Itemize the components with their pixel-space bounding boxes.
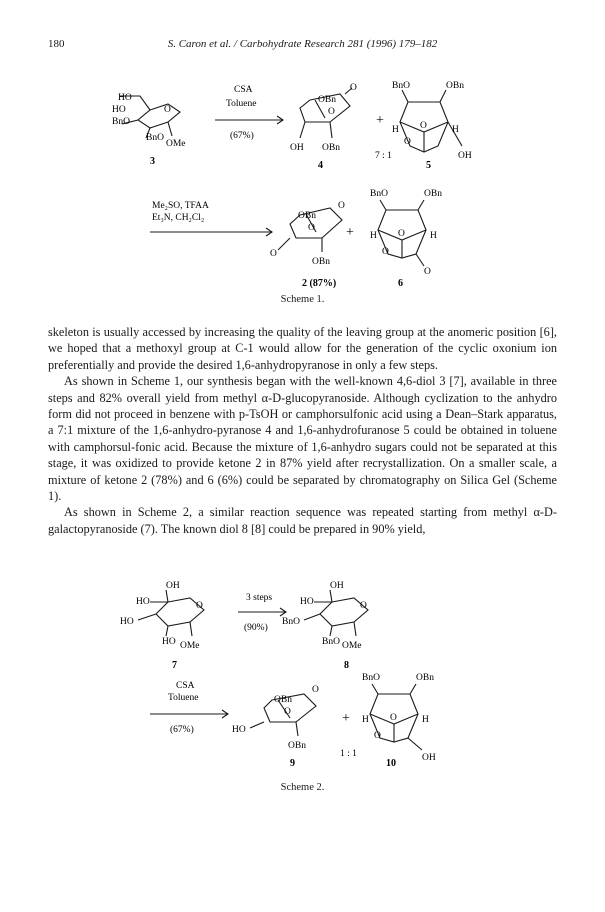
s1-c5-bno: BnO — [392, 81, 410, 91]
paragraph-3: As shown in Scheme 2, a similar reaction sequence was repeated starting from methyl α-D-galactopyranoside (7). The known diol 8 [8] could be prepared in 90% yield, — [48, 505, 557, 536]
s1-c4-obn: OBn — [318, 95, 336, 105]
s1-reagent-toluene: Toluene — [226, 99, 257, 109]
s2-c10-bno: BnO — [362, 673, 380, 683]
s1-compound-2: 2 (87%) — [302, 278, 337, 289]
s1-c4-obn-2: OBn — [322, 143, 340, 153]
s2-c8-ho: HO — [300, 597, 314, 607]
s1-c2-ring-o: O — [338, 201, 345, 211]
s1-c2-obn-2: OBn — [312, 257, 330, 267]
s2-ratio: 1 : 1 — [340, 749, 357, 759]
s1-c5-ring-o: O — [404, 137, 411, 147]
page-header — [48, 38, 557, 54]
s1-c4-ring-o: O — [350, 83, 357, 93]
s1-compound-4: 4 — [318, 160, 323, 171]
s1-c6-keto-o: O — [424, 267, 431, 277]
scheme-2 — [0, 572, 605, 822]
s2-plus: + — [342, 711, 350, 726]
s1-reagent-csa: CSA — [234, 85, 253, 95]
s1-yield-top: (67%) — [230, 131, 254, 141]
s1-c3-ome: OMe — [166, 139, 186, 149]
body-text — [48, 324, 557, 537]
s1-c3-ho-mid: HO — [112, 105, 126, 115]
s2-yield: (67%) — [170, 725, 194, 735]
s2-c9-obn: OBn — [274, 695, 292, 705]
s1-plus-bottom: + — [346, 225, 354, 240]
s2-compound-10: 10 — [386, 758, 396, 769]
s2-compound-7: 7 — [172, 660, 177, 671]
s2-c9-ho: HO — [232, 725, 246, 735]
s2-c10-bridge-o: O — [390, 713, 397, 723]
s1-c6-h-left: H — [370, 231, 377, 241]
s2-reagent-toluene: Toluene — [168, 693, 199, 703]
s2-c10-h-left: H — [362, 715, 369, 725]
s1-compound-5: 5 — [426, 160, 431, 171]
s1-c6-bno: BnO — [370, 189, 388, 199]
s2-c7-ho-mid: HO — [120, 617, 134, 627]
s1-reagent-et3n: Et₃N, CH₂Cl₂ — [152, 213, 205, 223]
paragraph-2: As shown in Scheme 1, our synthesis began with the well-known 4,6-diol 3 [7], available in three steps and 82% overall yield from methyl α-D-glucopyranoside. Although cyclization to the anhydro form did not proceed in benzene with p-TsOH or camphorsulfonic acid using a Dean–Stark apparatus, a 7:1 mixture of the 1,6-anhydro-pyranose 4 and 1,6-anhydrofuranose 5 could be obtained in toluene with camphorsul-fonic acid. Because the mixture of 1,6-anhydro sugars could not be separated at this stage, it was oxidized to provide ketone 2 in 87% yield after recrystallization. On a smaller scale, a mixture of ketone 2 (78%) and 6 (6%) could be separated by chromatography on Silica Gel (Scheme 1). — [48, 374, 557, 504]
s2-compound-9: 9 — [290, 758, 295, 769]
s1-c3-bno: BnO — [112, 117, 130, 127]
s1-c5-h-right: H — [452, 125, 459, 135]
s1-c4-bridge-o: O — [328, 107, 335, 117]
s1-c2-obn: OBn — [298, 211, 316, 221]
s1-compound-6: 6 — [398, 278, 403, 289]
scheme-1-drawing — [0, 60, 605, 310]
s1-c3-ring-o: O — [164, 105, 171, 115]
s2-yield-steps: (90%) — [244, 623, 268, 633]
s2-c10-ring-o: O — [374, 731, 381, 741]
s1-ratio: 7 : 1 — [375, 151, 392, 161]
s2-c7-ome: OMe — [180, 641, 200, 651]
s1-c4-oh: OH — [290, 143, 304, 153]
s1-c6-h-right: H — [430, 231, 437, 241]
running-head: S. Caron et al. / Carbohydrate Research 281 (1996) 179–182 — [167, 38, 438, 50]
s1-c6-obn: OBn — [424, 189, 442, 199]
s2-c8-ring-o: O — [360, 601, 367, 611]
s2-c8-ome: OMe — [342, 641, 362, 651]
s1-c3-bno-2: BnO — [146, 133, 164, 143]
s2-c8-bno: BnO — [282, 617, 300, 627]
s2-c7-oh: OH — [166, 581, 180, 591]
s2-c7-ho-bot: HO — [162, 637, 176, 647]
s2-reagent-csa: CSA — [176, 681, 195, 691]
s2-c9-ring-o: O — [312, 685, 319, 695]
s1-c5-obn: OBn — [446, 81, 464, 91]
s1-c2-keto-o: O — [270, 249, 277, 259]
s2-c8-bno-2: BnO — [322, 637, 340, 647]
s2-steps: 3 steps — [246, 593, 273, 603]
s2-c10-oh: OH — [422, 753, 436, 763]
s1-c3-ho-top: HO — [118, 93, 132, 103]
s1-c6-bridge-o: O — [398, 229, 405, 239]
s2-c8-oh: OH — [330, 581, 344, 591]
s2-c9-bridge-o: O — [284, 707, 291, 717]
s1-compound-3: 3 — [150, 156, 155, 167]
s2-c10-obn: OBn — [416, 673, 434, 683]
scheme-2-caption: Scheme 2. — [280, 782, 325, 793]
s2-c9-obn-2: OBn — [288, 741, 306, 751]
s2-compound-8: 8 — [344, 660, 349, 671]
s1-c5-h-left: H — [392, 125, 399, 135]
s1-c6-ring-o: O — [382, 247, 389, 257]
scheme-1-caption: Scheme 1. — [280, 294, 325, 305]
page-number: 180 — [48, 38, 65, 50]
s1-c5-bridge-o: O — [420, 121, 427, 131]
s1-c2-bridge-o: O — [308, 223, 315, 233]
s1-reagent-me2so: Me₂SO, TFAA — [152, 201, 209, 211]
s1-plus-top: + — [376, 113, 384, 128]
s2-c7-ring-o: O — [196, 601, 203, 611]
paragraph-1: skeleton is usually accessed by increasing the quality of the leaving group at the anomeric position [6], we hoped that a methoxyl group at C-1 would allow for the generation of the cyclic oxonium ion preferentially and provide the desired 1,6-anhydropyranose in only a few steps. — [48, 325, 557, 372]
s2-c7-ho-top: HO — [136, 597, 150, 607]
s1-c5-oh: OH — [458, 151, 472, 161]
scheme-1 — [0, 60, 605, 310]
s2-c10-h-right: H — [422, 715, 429, 725]
